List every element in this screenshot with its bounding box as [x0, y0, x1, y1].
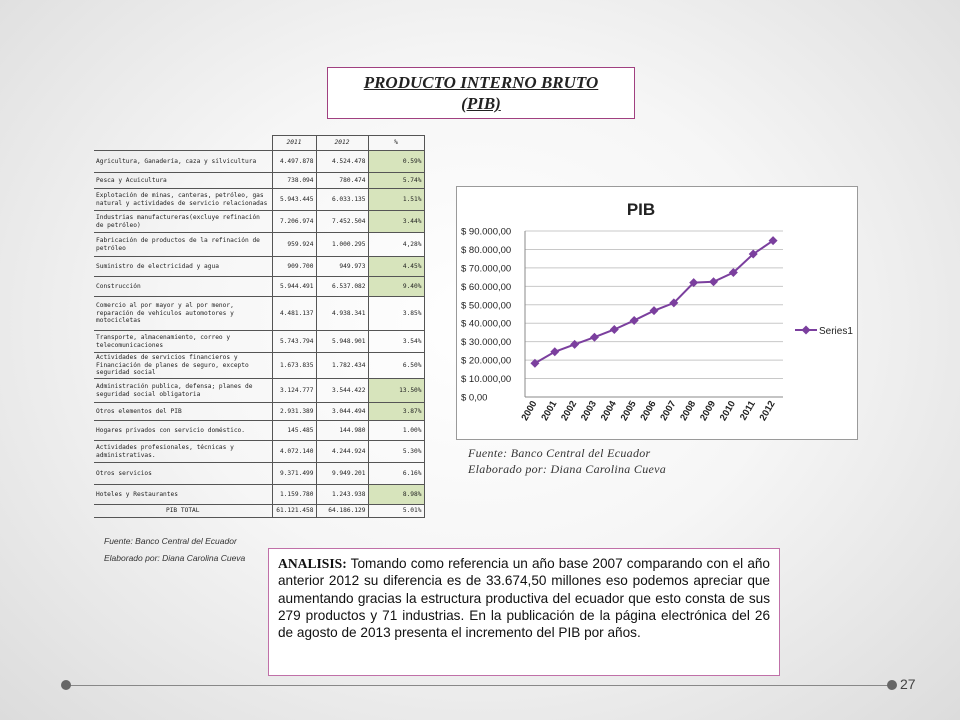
table-cell-pct: 8.98%: [368, 485, 424, 505]
table-header-blank: [94, 136, 272, 151]
analysis-body: Tomando como referencia un año base 2007 comparando con el año anterior 2012 su diferencia es de 33.674,50 millones eso podemos apreciar que aumentando gracias la estructura productiva del ecuador que esto consta de sus 279 productos y 71 industrias. En la publicación de la página electrónica del 26 de agosto de 2013 presenta el incremento del PIB por años.: [278, 556, 770, 641]
x-tick-label: 2011: [737, 399, 758, 423]
table-cell-pct: 13.50%: [368, 379, 424, 403]
table-total-2012: 64.186.129: [316, 505, 368, 518]
y-tick-label: $ 0,00: [461, 392, 488, 404]
table-cell-pct: 5.74%: [368, 173, 424, 189]
table-header-pct: %: [368, 136, 424, 151]
y-tick-label: $ 60.000,00: [461, 281, 512, 293]
table-cell-2012: 4.524.478: [316, 151, 368, 173]
table-cell-label: Pesca y Acuicultura: [94, 173, 272, 189]
title-line-2: (PIB): [461, 94, 501, 113]
table-cell-2011: 5.944.491: [272, 277, 316, 297]
y-tick-label: $ 40.000,00: [461, 318, 512, 330]
y-tick-label: $ 10.000,00: [461, 374, 512, 386]
x-tick-label: 2008: [678, 399, 699, 423]
table-row: [94, 277, 424, 297]
legend-marker: [802, 326, 811, 335]
table-cell-2011: 909.700: [272, 257, 316, 277]
table-cell-pct: 6.16%: [368, 463, 424, 485]
legend-label: Series1: [819, 326, 853, 337]
table-cell-2011: 7.206.974: [272, 211, 316, 233]
table-row: [94, 257, 424, 277]
table-cell-2012: 7.452.504: [316, 211, 368, 233]
table-author-line: Elaborado por: Diana Carolina Cueva: [104, 553, 246, 563]
table-header-row: [94, 136, 424, 151]
table-header-2011: 2011: [272, 136, 316, 151]
table-cell-2012: 6.537.082: [316, 277, 368, 297]
table-row: [94, 485, 424, 505]
chart-author-line: Elaborado por: Diana Carolina Cueva: [468, 462, 667, 476]
table-cell-pct: 3.54%: [368, 331, 424, 353]
table-cell-label: Suministro de electricidad y agua: [94, 257, 272, 277]
table-cell-2012: 1.782.434: [316, 353, 368, 379]
table-cell-label: Comercio al por mayor y al por menor, reparación de vehículos automotores y motocicletas: [94, 297, 272, 331]
table-cell-label: Construcción: [94, 277, 272, 297]
slide-title: [327, 67, 635, 119]
table-row: [94, 211, 424, 233]
table-cell-2011: 1.159.780: [272, 485, 316, 505]
table-cell-pct: 4,28%: [368, 233, 424, 257]
table-cell-label: Hogares privados con servicio doméstico.: [94, 421, 272, 441]
table-source-line: Fuente: Banco Central del Ecuador: [104, 536, 237, 546]
table-row: [94, 421, 424, 441]
table-row: [94, 151, 424, 173]
table-cell-label: Administración publica, defensa; planes de seguridad social obligatoria: [94, 379, 272, 403]
table-total-pct: 5.01%: [368, 505, 424, 518]
x-tick-label: 2009: [698, 399, 719, 423]
table-header-2012: 2012: [316, 136, 368, 151]
table-cell-2011: 959.924: [272, 233, 316, 257]
table-cell-2012: 6.033.135: [316, 189, 368, 211]
table-cell-label: Fabricación de productos de la refinación de petróleo: [94, 233, 272, 257]
table-cell-2011: 9.371.499: [272, 463, 316, 485]
table-row: [94, 463, 424, 485]
page-number: 27: [900, 676, 916, 692]
table-cell-2011: 5.743.794: [272, 331, 316, 353]
pib-table-container: [94, 135, 424, 518]
table-row: [94, 353, 424, 379]
x-tick-label: 2006: [638, 399, 659, 423]
table-cell-2011: 4.497.878: [272, 151, 316, 173]
table-cell-pct: 6.50%: [368, 353, 424, 379]
table-cell-label: Transporte, almacenamiento, correo y telecomunicaciones: [94, 331, 272, 353]
table-cell-2011: 1.673.835: [272, 353, 316, 379]
table-cell-label: Otros elementos del PIB: [94, 403, 272, 421]
chart-title: PIB: [626, 200, 656, 219]
table-row: [94, 331, 424, 353]
x-tick-label: 2001: [539, 399, 560, 423]
table-row: [94, 379, 424, 403]
table-cell-pct: 3.44%: [368, 211, 424, 233]
table-cell-2012: 3.544.422: [316, 379, 368, 403]
table-row: [94, 173, 424, 189]
series-point: [590, 333, 599, 342]
x-tick-label: 2010: [717, 399, 738, 423]
table-cell-2012: 780.474: [316, 173, 368, 189]
table-cell-label: Explotación de minas, canteras, petróleo, gas natural y actividades de servicio relacionadas: [94, 189, 272, 211]
series-point: [709, 277, 718, 286]
table-cell-label: Actividades de servicios financieros y Financiación de planes de seguro, excepto seguridad social: [94, 353, 272, 379]
pib-chart-svg: [457, 187, 857, 439]
table-total-row: [94, 505, 424, 518]
table-row: [94, 441, 424, 463]
table-cell-2012: 3.044.494: [316, 403, 368, 421]
table-cell-2011: 3.124.777: [272, 379, 316, 403]
pib-table: [94, 135, 425, 518]
chart-source-note: [468, 445, 666, 477]
chart-source-line: Fuente: Banco Central del Ecuador: [468, 446, 651, 460]
x-tick-label: 2007: [658, 399, 679, 423]
pib-chart: [456, 186, 858, 440]
footer-left-dot: [61, 680, 71, 690]
footer-rule: [66, 685, 892, 686]
table-cell-2012: 5.948.901: [316, 331, 368, 353]
table-cell-label: Otros servicios: [94, 463, 272, 485]
table-cell-label: Agricultura, Ganadería, caza y silvicultura: [94, 151, 272, 173]
table-cell-label: Hoteles y Restaurantes: [94, 485, 272, 505]
table-cell-pct: 0.59%: [368, 151, 424, 173]
x-tick-label: 2012: [757, 399, 778, 423]
table-cell-pct: 3.87%: [368, 403, 424, 421]
table-cell-label: Industrias manufactureras(excluye refinación de petróleo): [94, 211, 272, 233]
title-line-1: PRODUCTO INTERNO BRUTO: [363, 73, 599, 92]
series-point: [650, 306, 659, 315]
table-cell-2012: 949.973: [316, 257, 368, 277]
footer-right-dot: [887, 680, 897, 690]
x-tick-label: 2003: [578, 399, 600, 423]
y-tick-label: $ 50.000,00: [461, 300, 512, 312]
table-cell-pct: 9.40%: [368, 277, 424, 297]
table-cell-2011: 5.943.445: [272, 189, 316, 211]
table-total-2011: 61.121.458: [272, 505, 316, 518]
analysis-box: [268, 548, 780, 676]
y-tick-label: $ 90.000,00: [461, 226, 512, 238]
table-cell-2011: 2.931.389: [272, 403, 316, 421]
table-source-note: [104, 533, 245, 567]
table-cell-2012: 1.000.295: [316, 233, 368, 257]
table-row: [94, 403, 424, 421]
table-cell-pct: 1.00%: [368, 421, 424, 441]
table-row: [94, 233, 424, 257]
table-cell-2012: 1.243.938: [316, 485, 368, 505]
x-tick-label: 2000: [519, 399, 540, 423]
x-tick-label: 2002: [559, 399, 580, 423]
series-point: [610, 325, 619, 334]
x-tick-label: 2004: [598, 399, 619, 423]
table-row: [94, 189, 424, 211]
analysis-heading: ANALISIS:: [278, 556, 347, 571]
y-tick-label: $ 20.000,00: [461, 355, 512, 367]
table-cell-2012: 4.938.341: [316, 297, 368, 331]
table-cell-2012: 4.244.924: [316, 441, 368, 463]
x-tick-label: 2005: [618, 399, 639, 423]
table-cell-label: Actividades profesionales, técnicas y administrativas.: [94, 441, 272, 463]
table-row: [94, 297, 424, 331]
series-point: [550, 347, 559, 356]
table-cell-2011: 738.094: [272, 173, 316, 189]
table-cell-2012: 144.980: [316, 421, 368, 441]
table-cell-2011: 4.072.140: [272, 441, 316, 463]
y-tick-label: $ 70.000,00: [461, 263, 512, 275]
table-total-label: PIB TOTAL: [94, 505, 272, 518]
table-cell-2011: 4.481.137: [272, 297, 316, 331]
table-cell-pct: 1.51%: [368, 189, 424, 211]
y-tick-label: $ 30.000,00: [461, 337, 512, 349]
table-cell-2011: 145.485: [272, 421, 316, 441]
table-cell-2012: 9.949.201: [316, 463, 368, 485]
table-cell-pct: 4.45%: [368, 257, 424, 277]
y-tick-label: $ 80.000,00: [461, 244, 512, 256]
table-cell-pct: 3.85%: [368, 297, 424, 331]
table-cell-pct: 5.30%: [368, 441, 424, 463]
